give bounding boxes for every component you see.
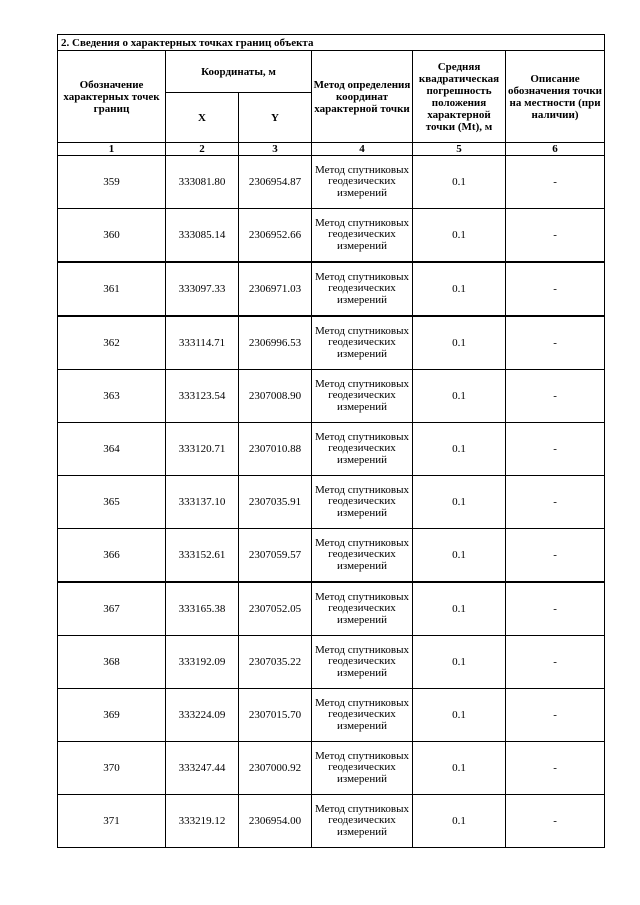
description: - [506, 316, 605, 370]
table-row [58, 529, 605, 583]
table-row [58, 262, 605, 316]
table-row [58, 742, 605, 795]
coord-y: 2307052.05 [239, 582, 312, 636]
header-method: Метод определения координат характерной точки [312, 51, 413, 143]
coord-x: 333123.54 [166, 370, 239, 423]
description: - [506, 582, 605, 636]
point-id: 365 [58, 476, 166, 529]
coord-x: 333137.10 [166, 476, 239, 529]
table-row [58, 423, 605, 476]
coord-x: 333247.44 [166, 742, 239, 795]
error: 0.1 [413, 582, 506, 636]
point-id: 362 [58, 316, 166, 370]
column-number: 5 [413, 143, 506, 156]
point-id: 361 [58, 262, 166, 316]
method: Метод спутниковых геодезических измерений [312, 795, 413, 848]
description: - [506, 529, 605, 583]
column-number: 2 [166, 143, 239, 156]
method: Метод спутниковых геодезических измерений [312, 689, 413, 742]
table-row [58, 636, 605, 689]
error: 0.1 [413, 742, 506, 795]
table-row [58, 370, 605, 423]
error: 0.1 [413, 795, 506, 848]
coord-y: 2307035.91 [239, 476, 312, 529]
method: Метод спутниковых геодезических измерений [312, 742, 413, 795]
column-number: 6 [506, 143, 605, 156]
header-error: Средняя квадратическая погрешность положения характерной точки (Mt), м [413, 51, 506, 143]
point-id: 366 [58, 529, 166, 583]
error: 0.1 [413, 636, 506, 689]
error: 0.1 [413, 209, 506, 263]
coord-x: 333219.12 [166, 795, 239, 848]
error: 0.1 [413, 476, 506, 529]
error: 0.1 [413, 156, 506, 209]
table-row [58, 582, 605, 636]
coord-x: 333085.14 [166, 209, 239, 263]
point-id: 364 [58, 423, 166, 476]
header-designation: Обозначение характерных точек границ [58, 51, 166, 143]
description: - [506, 262, 605, 316]
method: Метод спутниковых геодезических измерений [312, 156, 413, 209]
description: - [506, 156, 605, 209]
error: 0.1 [413, 262, 506, 316]
table-row [58, 209, 605, 263]
error: 0.1 [413, 689, 506, 742]
table-row [58, 795, 605, 848]
header-coordinates: Координаты, м [166, 51, 312, 93]
point-id: 368 [58, 636, 166, 689]
point-id: 367 [58, 582, 166, 636]
section-title: 2. Сведения о характерных точках границ объекта [58, 35, 605, 51]
coord-y: 2307035.22 [239, 636, 312, 689]
coord-y: 2306971.03 [239, 262, 312, 316]
description: - [506, 795, 605, 848]
description: - [506, 476, 605, 529]
description: - [506, 370, 605, 423]
coord-y: 2306952.66 [239, 209, 312, 263]
point-id: 370 [58, 742, 166, 795]
coord-x: 333081.80 [166, 156, 239, 209]
coord-x: 333120.71 [166, 423, 239, 476]
method: Метод спутниковых геодезических измерений [312, 423, 413, 476]
coord-x: 333114.71 [166, 316, 239, 370]
method: Метод спутниковых геодезических измерений [312, 262, 413, 316]
description: - [506, 209, 605, 263]
error: 0.1 [413, 529, 506, 583]
characteristic-points-table [57, 34, 605, 848]
method: Метод спутниковых геодезических измерений [312, 529, 413, 583]
point-id: 369 [58, 689, 166, 742]
point-id: 371 [58, 795, 166, 848]
table-row [58, 316, 605, 370]
column-number: 1 [58, 143, 166, 156]
header-description: Описание обозначения точки на местности (при наличии) [506, 51, 605, 143]
coord-x: 333224.09 [166, 689, 239, 742]
error: 0.1 [413, 370, 506, 423]
coord-y: 2306996.53 [239, 316, 312, 370]
method: Метод спутниковых геодезических измерений [312, 582, 413, 636]
column-number: 4 [312, 143, 413, 156]
point-id: 359 [58, 156, 166, 209]
description: - [506, 742, 605, 795]
coord-y: 2307000.92 [239, 742, 312, 795]
coord-y: 2307059.57 [239, 529, 312, 583]
method: Метод спутниковых геодезических измерений [312, 636, 413, 689]
coord-x: 333165.38 [166, 582, 239, 636]
description: - [506, 689, 605, 742]
coord-y: 2307015.70 [239, 689, 312, 742]
point-id: 360 [58, 209, 166, 263]
method: Метод спутниковых геодезических измерений [312, 316, 413, 370]
coord-x: 333097.33 [166, 262, 239, 316]
error: 0.1 [413, 423, 506, 476]
table-row [58, 476, 605, 529]
point-id: 363 [58, 370, 166, 423]
method: Метод спутниковых геодезических измерений [312, 370, 413, 423]
coord-x: 333152.61 [166, 529, 239, 583]
coord-y: 2306954.87 [239, 156, 312, 209]
description: - [506, 636, 605, 689]
method: Метод спутниковых геодезических измерений [312, 476, 413, 529]
coord-x: 333192.09 [166, 636, 239, 689]
table-row [58, 156, 605, 209]
header-x: X [166, 93, 239, 143]
coord-y: 2307010.88 [239, 423, 312, 476]
coord-y: 2307008.90 [239, 370, 312, 423]
method: Метод спутниковых геодезических измерений [312, 209, 413, 263]
description: - [506, 423, 605, 476]
table-row [58, 689, 605, 742]
column-number: 3 [239, 143, 312, 156]
error: 0.1 [413, 316, 506, 370]
header-y: Y [239, 93, 312, 143]
coord-y: 2306954.00 [239, 795, 312, 848]
